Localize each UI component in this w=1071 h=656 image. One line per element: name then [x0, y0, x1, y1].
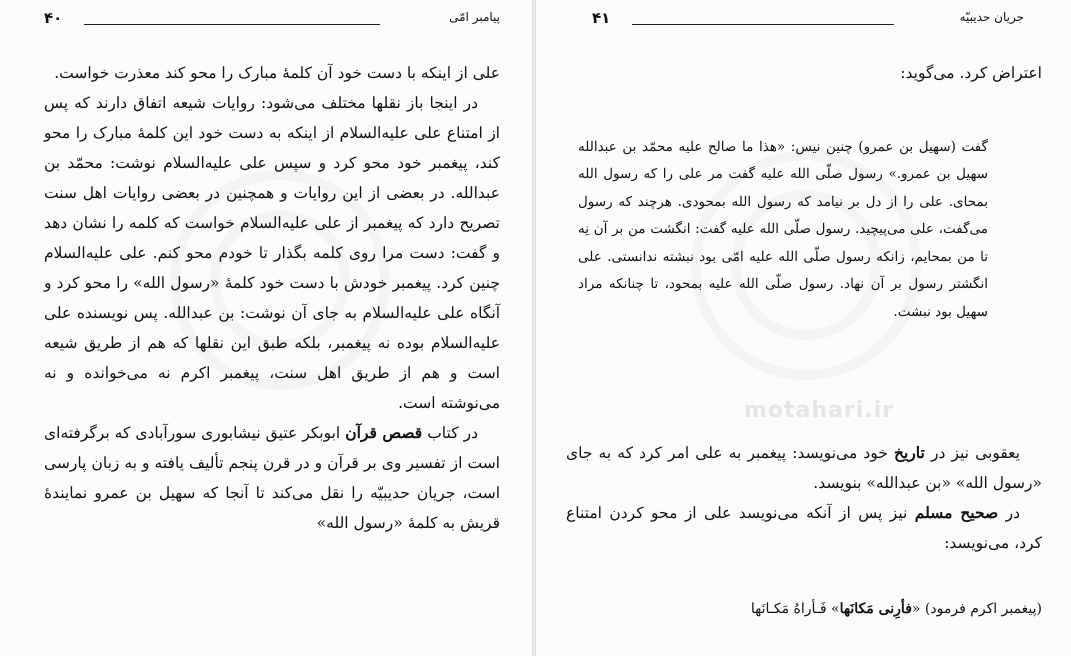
right-body-text: [566, 438, 1042, 558]
paragraph-text: یعقوبی نیز در: [930, 444, 1020, 462]
left-page: [0, 0, 532, 656]
right-page: [536, 0, 1071, 656]
header-rule: [632, 24, 894, 25]
paragraph: [44, 418, 500, 538]
paragraph: [566, 438, 1042, 498]
running-title: پیامبر امّی: [449, 10, 500, 24]
watermark-text: motahari.ir: [744, 398, 895, 423]
paragraph-text: (پیغمبر اکرم فرمود) «: [911, 601, 1042, 617]
paragraph: [566, 498, 1042, 558]
paragraph: علی از اینکه با دست خود آن کلمهٔ مبارک را محو کند معذرت خواست.: [54, 64, 500, 82]
header-rule: [84, 24, 380, 25]
intro-line: [566, 58, 1042, 88]
page-number: ۴۱: [592, 9, 611, 27]
book-title: صحیح مسلم: [914, 503, 999, 522]
paragraph-text: نیز پس از آنکه می‌نویسد علی از محو کردن امتناع کرد، می‌نویسد:: [566, 504, 1042, 552]
paragraph-text: » فَـأراهُ مَکـانَها: [750, 601, 840, 617]
paragraph: [566, 594, 1042, 624]
closing-line: [566, 594, 1042, 624]
paragraph: در اینجا باز نقلها مختلف می‌شود: روایات شیعه اتفاق دارند که پس از امتناع علی علیه‌السلام از اینکه به دست خود این کلمهٔ مبارک را محو کند، پیغمبر خود محو کرد و سپس علی علیه‌السلام نوشت: محمّد بن عبدالله. در بعضی از این روایات و همچنین در بعضی روایات اهل سنت تصریح دارد که پیغمبر از علی علیه‌السلام خواست که کلمه را نشان دهد و گفت: دست مرا روی کلمه بگذار تا خودم محو کنم. علی علیه‌السلام چنین کرد. پیغمبر خودش با دست خود کلمهٔ «رسول الله» را محو کرد و آنگاه علی علیه‌السلام به جای آن نوشت: بن عبدالله. پس نویسنده علی علیه‌السلام بوده نه پیغمبر، بلکه طبق این نقلها که هم از طریق شیعه است و هم از طریق اهل سنت، پیغمبر اکرم نه می‌خوانده و نه می‌نوشته است.: [44, 94, 500, 412]
page-number: ۴۰: [44, 9, 63, 27]
paragraph: اعتراض کرد. می‌گوید:: [900, 64, 1042, 82]
arabic-phrase: فأرِنی مَکانَها: [839, 601, 912, 617]
paragraph-text: ابوبکر عتیق نیشابوری سورآبادی که برگرفته‌ای است از تفسیر وی بر قرآن و در قرن پنجم تألیف یافته و به زبان پارسی است، جریان حدیبیّه را نقل می‌کند تا آنجا که سهیل بن عمرو نمایندهٔ قریش به کلمهٔ «رسول الله»: [44, 424, 500, 532]
paragraph-text: در: [1005, 504, 1020, 522]
left-body-text: [44, 58, 500, 538]
book-title: تاریخ: [893, 443, 925, 462]
page-header: [592, 9, 1024, 35]
paragraph-text: در کتاب: [427, 424, 478, 442]
running-title: جریان حدیبیّه: [959, 10, 1024, 24]
page-header: [44, 9, 500, 35]
quotation-text: گفت (سهیل بن عمرو) چنین نیس: «هذا ما صالح علیه محمّد بن عبدالله سهیل بن عمرو.» رسول صلّی الله علیه گفت مر علی را که رسول الله بمحای. علی را از دل بر نیامد که رسول الله بمحودی. هرچند که رسول می‌گفت، علی می‌پیچید. رسول صلّی الله علیه گفت: انگشت من بر آن نِه تا من بمحایم، زانکه رسول صلّی الله علیه امّی بود نبشته ندانستی. علی انگشتر رسول بر آن نهاد. رسول صلّی الله علیه بمحود، تا چنانکه مراد سهیل بود نبشت.: [578, 138, 988, 320]
book-title: قصص قرآن: [345, 423, 423, 442]
paragraph-text: خود می‌نویسد: پیغمبر به علی امر کرد که به جای «رسول الله» «بن عبدالله» بنویسد.: [566, 444, 1042, 492]
quotation-block: [578, 120, 988, 340]
